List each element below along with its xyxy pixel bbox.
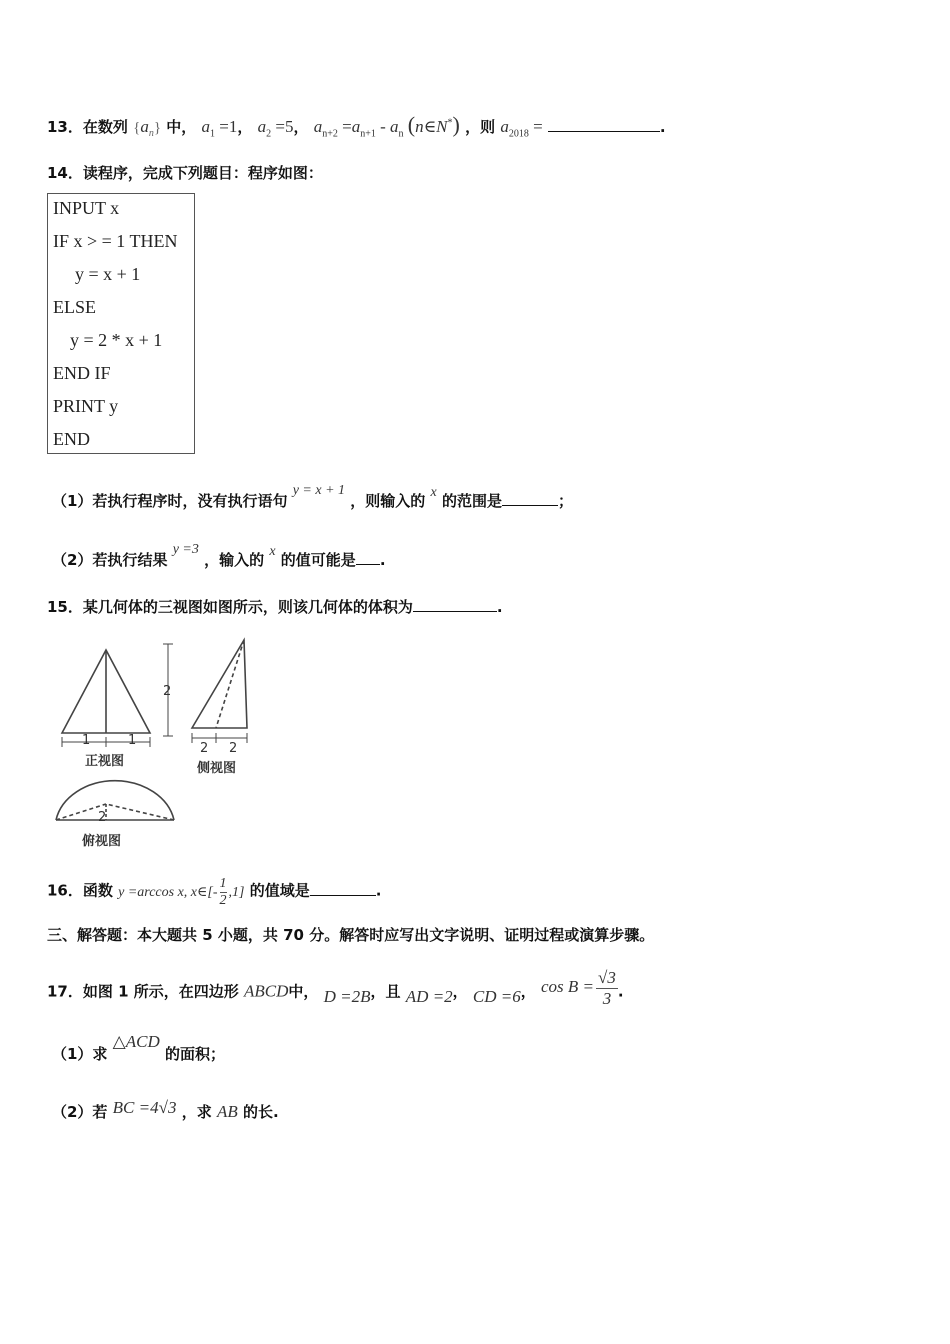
front-view (62, 644, 173, 747)
q13-end: . (659, 118, 666, 136)
q16-answer-blank[interactable] (310, 895, 376, 896)
q14-p2-tail: . (379, 551, 386, 569)
dim-front-right: 1 (128, 733, 137, 748)
q17-number: 17． (47, 982, 83, 1001)
side-view (192, 640, 247, 743)
q14-part-2 (52, 542, 386, 570)
q14-part-1 (52, 483, 573, 511)
q17-text-3: ，且 (370, 982, 401, 1001)
q17-part-1 (52, 1032, 225, 1064)
q17-p2-math: BC =4√3 (112, 1098, 177, 1117)
q17-cond-2: AD =2 (405, 987, 453, 1007)
q14-p1-mid: ，则输入的 (350, 492, 426, 510)
top-view-label: 俯视图 (82, 834, 122, 849)
q17-comma: ， (452, 982, 468, 1001)
q13-text-3: ，则 (465, 118, 496, 136)
q15-answer-blank[interactable] (413, 611, 497, 612)
q13-comma: ， (237, 118, 253, 136)
code-line: y = x + 1 (75, 264, 141, 284)
q14-p2-blank[interactable] (356, 564, 380, 565)
code-line: y = 2 * x + 1 (70, 330, 163, 350)
q14-p1-math: y = x + 1 (292, 483, 346, 498)
code-line: END (53, 429, 90, 449)
question-16 (47, 876, 381, 909)
code-line: ELSE (53, 297, 96, 317)
q17-comma-2: ， (520, 982, 536, 1001)
q13-number: 13． (47, 118, 83, 136)
q16-text: 函数 (82, 881, 113, 900)
q14-p2-end: 的值可能是 (280, 551, 356, 569)
question-17 (47, 968, 624, 1013)
front-view-label: 正视图 (85, 754, 125, 769)
q16-tail: . (375, 881, 382, 900)
dim-height: 2 (163, 684, 172, 699)
q16-function: y =arccos x, x∈[- $\frac{1}{2}$ ,1] (118, 876, 245, 908)
q16-text-2: 的值域是 (249, 881, 310, 900)
q15-number: 15． (47, 598, 83, 616)
q14-p1-var: x (430, 485, 437, 500)
q14-p1-tail: ； (557, 492, 573, 510)
question-13 (47, 112, 666, 139)
q17-text-2: 中， (288, 982, 319, 1001)
side-view-label: 侧视图 (197, 761, 237, 776)
q13-answer-blank[interactable] (548, 131, 660, 132)
q17-cos-b: cos B = $\frac{√3}{3}$ (541, 968, 616, 1008)
q14-p1-blank[interactable] (502, 505, 558, 506)
q17-p2-end: 的长. (242, 1103, 279, 1121)
q17-cond-1: D =2B (323, 987, 371, 1007)
q13-answer-term: $a_{2018}$ = (500, 117, 543, 140)
q14-number: 14． (47, 164, 83, 182)
q17-p2-label: （2）若 (52, 1103, 108, 1121)
q17-text: 如图 1 所示，在四边形 (82, 982, 239, 1001)
q13-a1: $a_1 =1$ (201, 117, 238, 140)
q13-comma-2: ， (293, 118, 309, 136)
question-15 (47, 596, 503, 617)
dim-top: 2 (98, 810, 107, 825)
top-view (56, 781, 174, 820)
q14-p2-math: y =3 (172, 542, 199, 557)
program-code-box (47, 193, 195, 454)
q15-tail: . (496, 598, 503, 616)
dim-front-left: 1 (82, 733, 91, 748)
three-view-figure (44, 628, 274, 850)
q17-p1-math: △ACD (112, 1032, 160, 1051)
q14-text: 读程序，完成下列题目：程序如图： (82, 164, 323, 182)
q17-quad: ABCD (244, 981, 289, 1001)
q14-p2-label: （2）若执行结果 (52, 551, 168, 569)
section-3-header: 三、解答题：本大题共 5 小题，共 70 分。解答时应写出文字说明、证明过程或演算步骤。 (47, 926, 655, 944)
code-line: IF x > = 1 THEN (53, 231, 178, 251)
dim-side-right: 2 (229, 741, 238, 756)
q16-number: 16． (47, 881, 83, 900)
q13-text: 在数列 (82, 118, 128, 136)
question-14 (47, 162, 323, 183)
q13-a2: $a_2 =5$ (257, 117, 294, 140)
dim-side-left: 2 (200, 741, 209, 756)
q17-tail: . (617, 982, 624, 1001)
q17-part-2 (52, 1098, 279, 1122)
q14-p2-mid: ，输入的 (204, 551, 265, 569)
code-line: END IF (53, 363, 111, 383)
q13-seq: $\{a_n\}$ (133, 117, 162, 139)
q15-text: 某几何体的三视图如图所示，则该几何体的体积为 (82, 598, 413, 616)
q14-p1-label: （1）若执行程序时，没有执行语句 (52, 492, 288, 510)
q17-p1-end: 的面积； (164, 1045, 225, 1063)
code-line: INPUT x (53, 198, 120, 218)
code-line: PRINT y (53, 396, 119, 416)
q17-p2-mid: ，求 (181, 1103, 212, 1121)
q13-text-2: 中， (166, 118, 197, 136)
q13-recurrence: $a_{n+2} =a_{n+1} - a_n$ (n∈N*) (313, 112, 460, 140)
q17-p1-label: （1）求 (52, 1045, 108, 1063)
q14-p2-var: x (269, 544, 276, 559)
q17-cond-3: CD =6 (472, 987, 521, 1007)
q14-p1-end: 的范围是 (441, 492, 502, 510)
q17-p2-var: AB (216, 1102, 238, 1121)
